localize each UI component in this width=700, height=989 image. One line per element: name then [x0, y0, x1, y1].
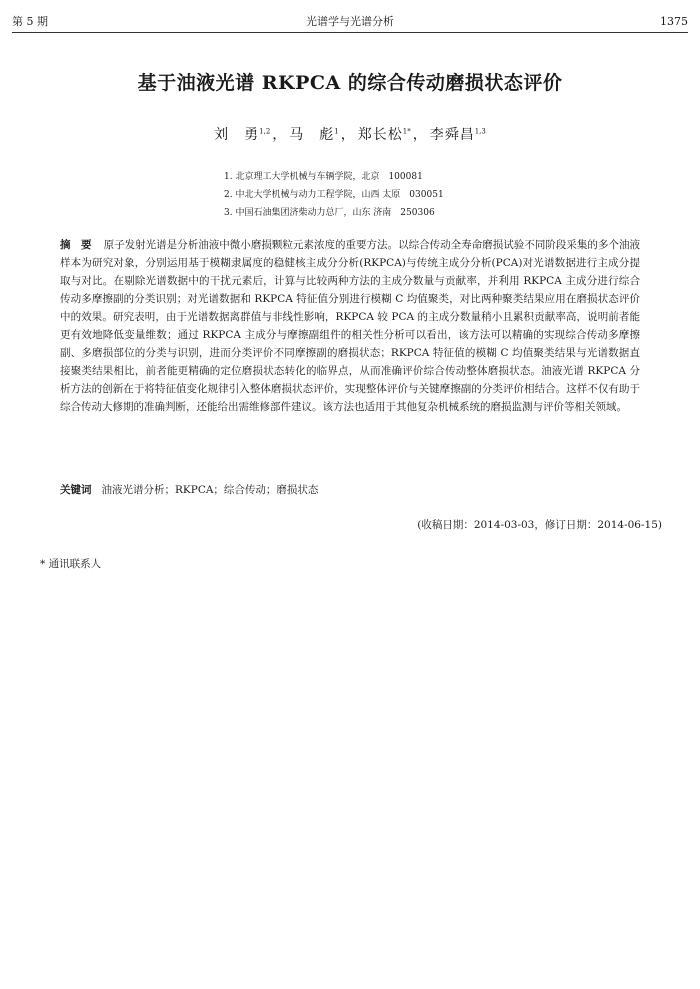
author-separator: ， — [272, 127, 288, 143]
author-separator: ， — [340, 127, 356, 143]
affiliation-item: 3. 中国石油集团济柴动力总厂，山东 济南 250306 — [224, 208, 435, 218]
keywords-section — [60, 481, 640, 499]
paper-title: 基于油液光谱 RKPCA 的综合传动磨损状态评价 — [137, 72, 563, 94]
abstract-text: 原子发射光谱是分析油液中微小磨损颗粒元素浓度的重要方法。以综合传动全寿命磨损试验不同阶段采集的多个油液样本为研究对象，分别运用基于模糊隶属度的稳健核主成分分析(RKPCA)与传统主成分分析(PCA)对光谱数据进行主成分提取与对比。在剔除光谱数据中的干扰元素后，计算与比较两种方法的主成分数量与贡献率，并利用 RKPCA 主成分进行综合传动多摩擦副的分类识别；对光谱数据和 RKPCA 特征值分别进行模糊 C 均值聚类，对比两种聚类结果应用在磨损状态评价中的效果。研究表明，由于光谱数据离群值与非线性影响，RKPCA 较 PCA 的主成分数量稍小且累积贡献率高，说明前者能更有效地降低变量维数；通过 RKPCA 主成分与摩擦副组件的相关性分析可以看出，该方法可以精确的实现综合传动多摩擦副、多磨损部位的分类与识别，进而分类评价不同摩擦副的磨损状态；RKPCA 特征值的模糊 C 均值聚类结果与光谱数据直接聚类结果相比，前者能更精确的定位磨损状态转化的临界点，从而准确评价综合传动整体磨损状态。油液光谱 RKPCA 分析方法的创新在于将特征值变化规律引入整体磨损状态评价，实现整体评价与关键摩擦副的分类评价相结合。这样不仅有助于综合传动大修期的准确判断，还能给出需维修部件建议。该方法也适用于其他复杂机械系统的磨损监测与评价等相关领域。 — [60, 239, 641, 413]
page-number: 1375 — [660, 15, 688, 28]
author-affiliation-mark: 1 — [334, 127, 339, 136]
received-revised-dates: (收稿日期：2014-03-03，修订日期：2014-06-15) — [417, 519, 662, 531]
author-affiliation-mark: 1,2 — [259, 127, 271, 136]
keywords-text: 油液光谱分析；RKPCA；综合传动；磨损状态 — [101, 484, 319, 496]
author-list — [0, 124, 700, 144]
author-affiliation-mark: 1,3 — [474, 127, 486, 136]
corresponding-author-note: * 通讯联系人 — [40, 558, 102, 570]
issue-number: 第 5 期 — [12, 15, 48, 28]
keywords-label: 关键词 — [60, 484, 92, 496]
author-name: 李舜昌 — [429, 127, 475, 143]
affiliation-list — [224, 168, 444, 222]
author-name: 马 彪 — [289, 127, 335, 143]
author-affiliation-mark: 1* — [402, 127, 411, 136]
author-name: 郑长松 — [357, 127, 403, 143]
affiliation-item: 2. 中北大学机械与动力工程学院，山西 太原 030051 — [224, 190, 444, 200]
author-name: 刘 勇 — [214, 127, 260, 143]
abstract-section — [60, 236, 640, 416]
abstract-label: 摘 要 — [60, 239, 92, 251]
page-header — [12, 12, 688, 33]
affiliation-item: 1. 北京理工大学机械与车辆学院，北京 100081 — [224, 172, 423, 182]
author-separator: ， — [412, 127, 428, 143]
journal-name: 光谱学与光谱分析 — [306, 15, 394, 28]
